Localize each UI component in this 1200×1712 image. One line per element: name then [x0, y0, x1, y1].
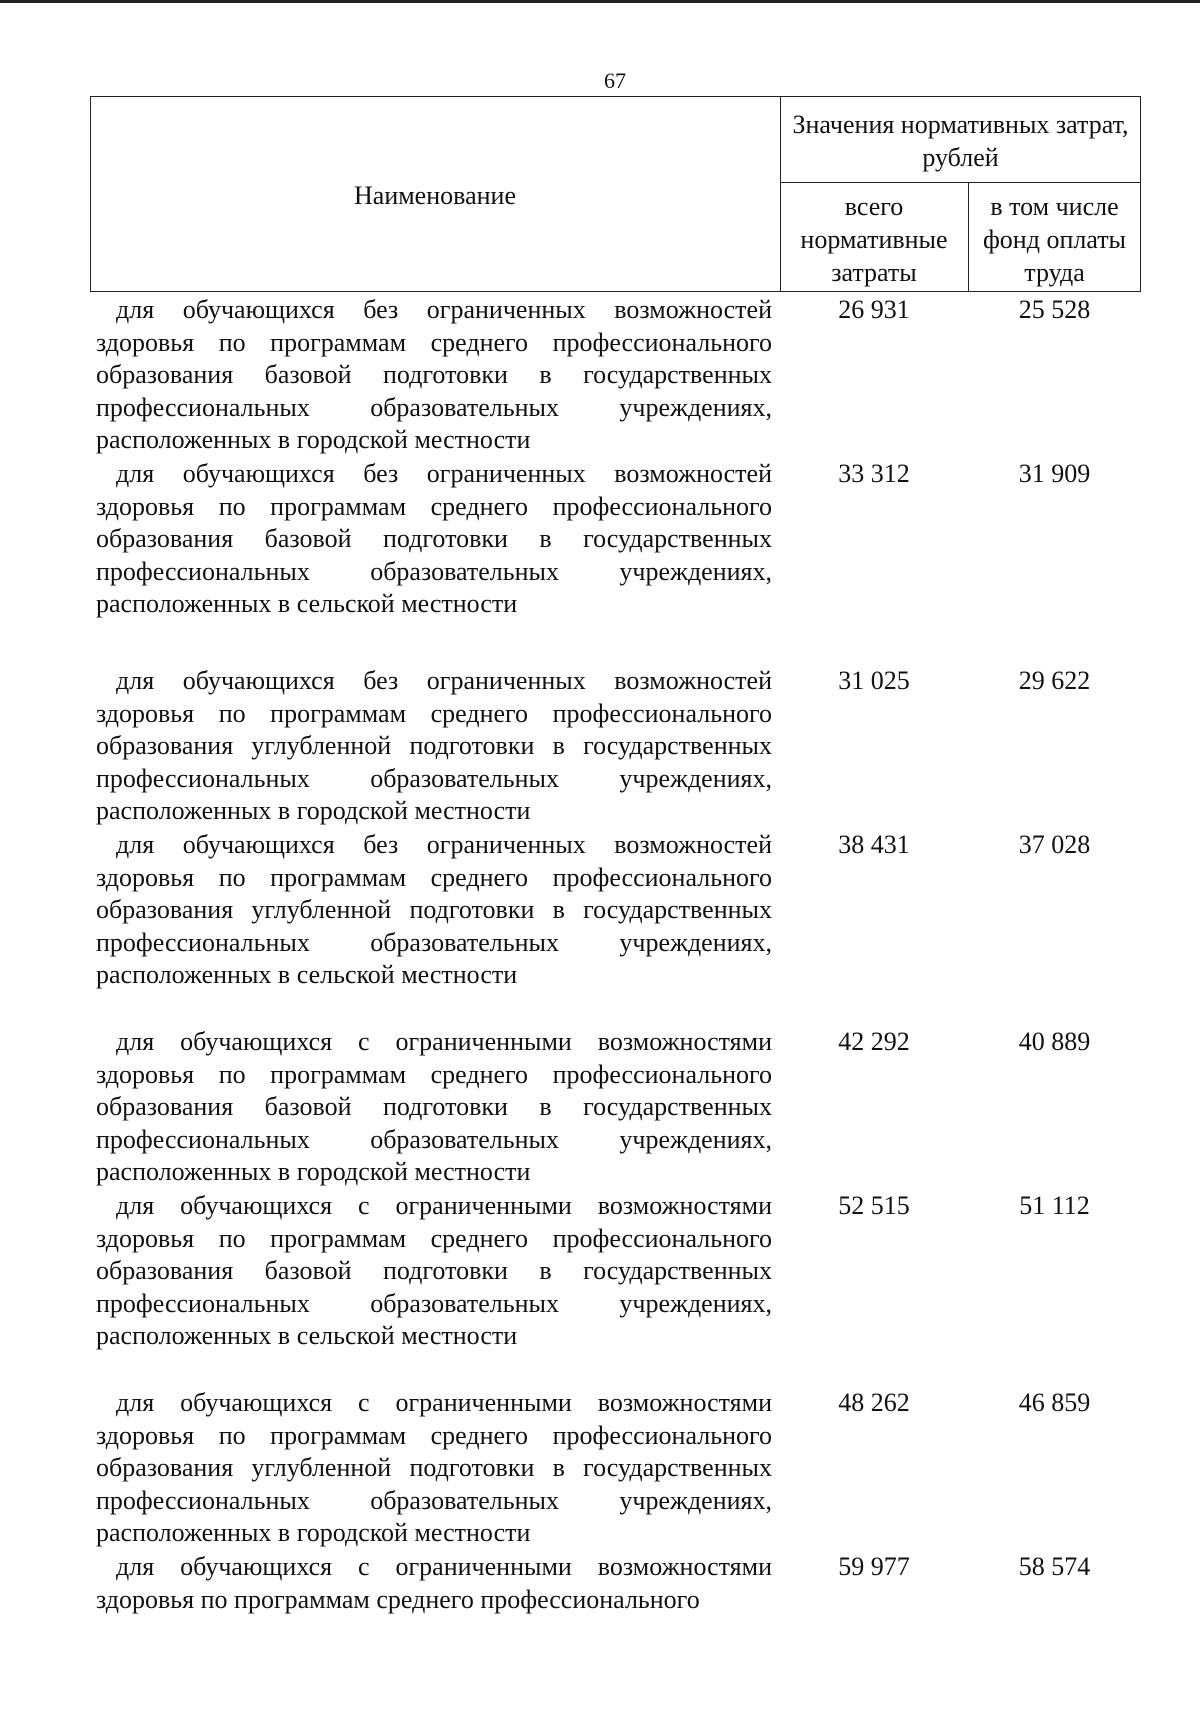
row-total-cost: 31 025	[838, 666, 910, 695]
row-description: для обучающихся без ограниченных возможностей здоровья по программам среднего профессионального образования базовой подготовки в государственных профессиональных образовательных учреждениях, расположенных в городской местности	[96, 295, 772, 455]
row-total-cost: 42 292	[838, 1027, 910, 1056]
table-header-group-divider	[780, 182, 1141, 183]
row-payroll-cost: 46 859	[1018, 1388, 1091, 1417]
row-payroll-cost: 37 028	[1018, 830, 1091, 859]
row-total-cost: 38 431	[838, 830, 910, 859]
row-description: для обучающихся без ограниченных возможностей здоровья по программам среднего профессионального образования базовой подготовки в государственных профессиональных образовательных учреждениях, расположенных в сельской местности	[96, 459, 772, 619]
row-total-cost: 48 262	[838, 1388, 910, 1417]
page-top-edge	[0, 0, 1200, 3]
column-header-name: Наименование	[354, 181, 516, 210]
row-total-cost: 26 931	[838, 295, 910, 324]
row-payroll-cost: 58 574	[1018, 1552, 1091, 1581]
row-payroll-cost: 40 889	[1018, 1027, 1091, 1056]
row-description: для обучающихся с ограниченными возможностями здоровья по программам среднего профессионального образования базовой подготовки в государственных профессиональных образовательных учреждениях, расположенных в городской местности	[96, 1027, 772, 1187]
row-total-cost: 59 977	[838, 1552, 910, 1581]
row-total-cost: 52 515	[838, 1191, 910, 1220]
row-payroll-cost: 25 528	[1018, 295, 1091, 324]
row-payroll-cost: 51 112	[1019, 1191, 1090, 1220]
row-description: для обучающихся с ограниченными возможностями здоровья по программам среднего профессионального образования базовой подготовки в государственных профессиональных образовательных учреждениях, расположенных в сельской местности	[96, 1191, 772, 1351]
column-header-total: всего нормативные затраты	[800, 192, 948, 287]
page-number: 67	[604, 68, 626, 93]
row-description: для обучающихся без ограниченных возможностей здоровья по программам среднего профессионального образования углубленной подготовки в государственных профессиональных образовательных учреждениях, расположенных в городской местности	[96, 666, 772, 826]
column-group-header-values: Значения нормативных затрат, рублей	[792, 110, 1129, 172]
row-description: для обучающихся с ограниченными возможностями здоровья по программам среднего профессионального образования углубленной подготовки в государственных профессиональных образовательных учреждениях, расположенных в городской местности	[96, 1388, 772, 1548]
row-payroll-cost: 29 622	[1018, 666, 1091, 695]
row-total-cost: 33 312	[838, 459, 910, 488]
row-description: для обучающихся без ограниченных возможностей здоровья по программам среднего профессионального образования углубленной подготовки в государственных профессиональных образовательных учреждениях, расположенных в сельской местности	[96, 830, 772, 990]
row-payroll-cost: 31 909	[1018, 459, 1091, 488]
row-description: для обучающихся с ограниченными возможностями здоровья по программам среднего профессионального	[96, 1552, 772, 1614]
column-header-payroll: в том числе фонд оплаты труда	[982, 192, 1127, 287]
